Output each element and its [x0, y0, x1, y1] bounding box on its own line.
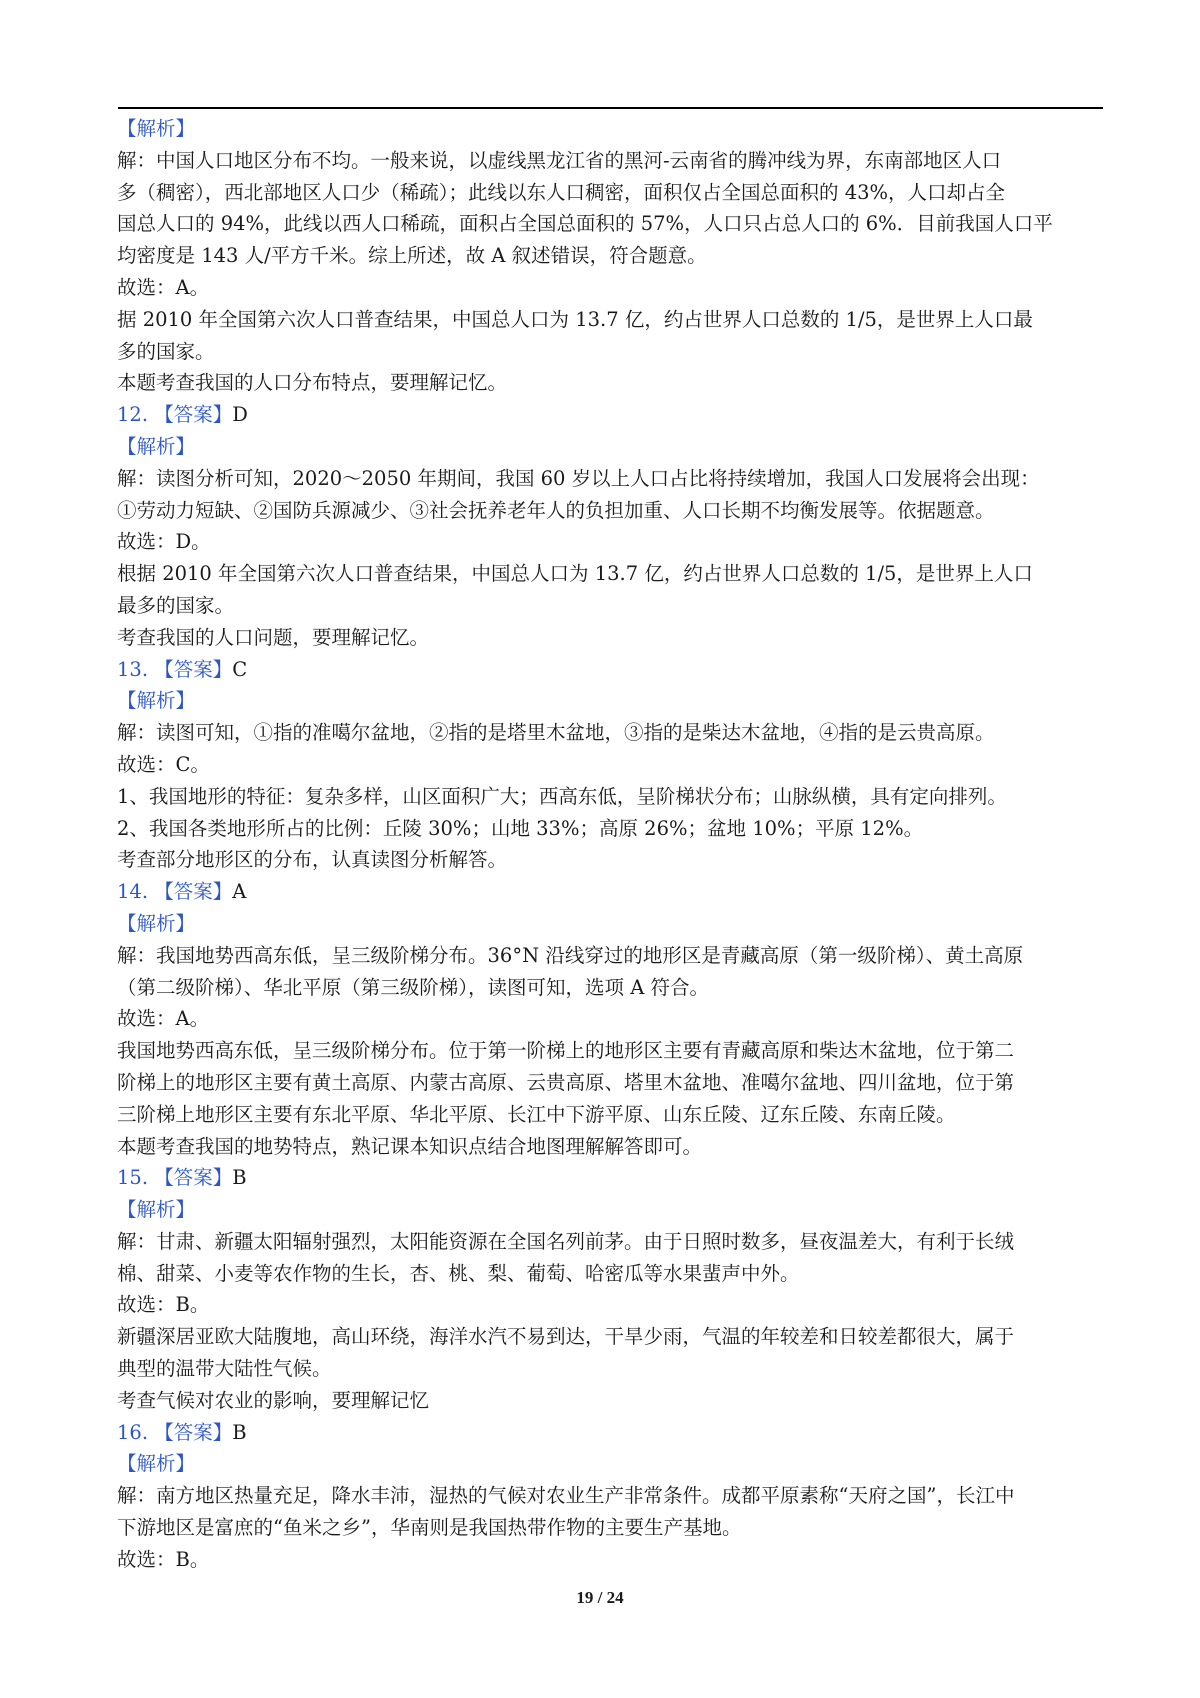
line-text: 解：我国地势西高东低，呈三级阶梯分布。36°N 沿线穿过的地形区是青藏高原（第一级阶梯）、黄土高原	[117, 943, 1024, 967]
question-number: 16.	[117, 1420, 155, 1444]
text-line	[117, 717, 1105, 749]
text-line	[117, 590, 1105, 622]
text-line	[117, 272, 1105, 304]
text-line	[117, 1226, 1105, 1258]
text-line	[117, 844, 1105, 876]
answer-value: D	[232, 403, 248, 427]
line-text: ①劳动力短缺、②国防兵源减少、③社会抚养老年人的负担加重、人口长期不均衡发展等。依据题意。	[117, 498, 995, 522]
line-text: 1、我国地形的特征：复杂多样，山区面积广大；西高东低，呈阶梯状分布；山脉纵横，具有定向排列。	[117, 784, 1007, 808]
line-text: 考查气候对农业的影响，要理解记忆	[117, 1388, 430, 1412]
line-text: 三阶梯上地形区主要有东北平原、华北平原、长江中下游平原、山东丘陵、辽东丘陵、东南丘陵。	[117, 1102, 956, 1126]
answer-label: 【答案】	[154, 1166, 233, 1190]
line-text: 解：读图可知，①指的准噶尔盆地，②指的是塔里木盆地，③指的是柴达木盆地，④指的是云贵高原。	[117, 721, 995, 745]
analysis-label: 【解析】	[117, 1452, 196, 1476]
line-text: 2、我国各类地形所占的比例：丘陵 30%；山地 33%；高原 26%；盆地 10%；平原 12%。	[117, 816, 924, 840]
line-text: 解：南方地区热量充足，降水丰沛，湿热的气候对农业生产非常条件。成都平原素称“天府之国”，长江中	[117, 1484, 1015, 1508]
text-line	[117, 781, 1105, 813]
line-text: 故选：B。	[117, 1547, 210, 1571]
line-text: 多（稠密），西北部地区人口少（稀疏）；此线以东人口稠密，面积仅占全国总面积的 43%，人口却占全	[117, 180, 1006, 204]
line-text: 考查我国的人口问题，要理解记忆。	[117, 625, 430, 649]
line-text: 故选：D。	[117, 530, 211, 554]
line-text: 典型的温带大陆性气候。	[117, 1357, 332, 1381]
line-text: 多的国家。	[117, 339, 215, 363]
question-number: 14.	[117, 880, 155, 904]
line-text: 国总人口的 94%，此线以西人口稀疏，面积占全国总面积的 57%，人口只占总人口的 6%．目前我国人口平	[117, 212, 1053, 236]
text-line	[117, 1131, 1105, 1163]
line-text: 我国地势西高东低，呈三级阶梯分布。位于第一阶梯上的地形区主要有青藏高原和柴达木盆地，位于第二	[117, 1039, 1015, 1063]
text-line	[117, 1417, 1105, 1449]
answer-label: 【答案】	[154, 880, 233, 904]
line-text: 故选：A。	[117, 275, 210, 299]
line-text: 故选：C。	[117, 752, 210, 776]
line-text: 解：读图分析可知，2020～2050 年期间，我国 60 岁以上人口占比将持续增加，我国人口发展将会出现：	[117, 466, 1040, 490]
text-line	[117, 813, 1105, 845]
text-line	[117, 1385, 1105, 1417]
line-text: 均密度是 143 人/平方千米。综上所述，故 A 叙述错误，符合题意。	[117, 244, 707, 268]
analysis-label: 【解析】	[117, 1198, 196, 1222]
text-line	[117, 1289, 1105, 1321]
text-line	[117, 972, 1105, 1004]
text-line	[117, 1035, 1105, 1067]
question-number: 13.	[117, 657, 155, 681]
answer-value: B	[232, 1166, 247, 1190]
question-number: 12.	[117, 403, 155, 427]
line-text: 据 2010 年全国第六次人口普查结果，中国总人口为 13.7 亿，约占世界人口总数的 1/5，是世界上人口最	[117, 307, 1033, 331]
text-line	[117, 1512, 1105, 1544]
text-line	[117, 495, 1105, 527]
analysis-label: 【解析】	[117, 689, 196, 713]
text-line	[117, 336, 1105, 368]
text-line	[117, 431, 1105, 463]
page-number: 19 / 24	[576, 1588, 624, 1607]
answer-value: A	[232, 880, 247, 904]
text-line	[117, 113, 1105, 145]
line-text: （第二级阶梯）、华北平原（第三级阶梯），读图可知，选项 A 符合。	[117, 975, 709, 999]
text-line	[117, 304, 1105, 336]
analysis-label: 【解析】	[117, 911, 196, 935]
text-line	[117, 463, 1105, 495]
line-text: 解：中国人口地区分布不均。一般来说，以虚线黑龙江省的黑河-云南省的腾冲线为界，东南部地区人口	[117, 148, 1002, 172]
text-line	[117, 145, 1105, 177]
text-line	[117, 1480, 1105, 1512]
line-text: 根据 2010 年全国第六次人口普查结果，中国总人口为 13.7 亿，约占世界人口总数的 1/5，是世界上人口	[117, 562, 1033, 586]
text-line	[117, 1448, 1105, 1480]
line-text: 考查部分地形区的分布，认真读图分析解答。	[117, 848, 508, 872]
line-text: 故选：A。	[117, 1007, 210, 1031]
text-line	[117, 685, 1105, 717]
text-line	[117, 622, 1105, 654]
text-line	[117, 1544, 1105, 1576]
answer-label: 【答案】	[154, 403, 233, 427]
line-text: 下游地区是富庶的“鱼米之乡”，华南则是我国热带作物的主要生产基地。	[117, 1516, 742, 1540]
text-line	[117, 208, 1105, 240]
text-line	[117, 1162, 1105, 1194]
text-line	[117, 940, 1105, 972]
text-line	[117, 654, 1105, 686]
question-number: 15.	[117, 1166, 155, 1190]
text-line	[117, 876, 1105, 908]
text-line	[117, 749, 1105, 781]
line-text: 解：甘肃、新疆太阳辐射强烈，太阳能资源在全国名列前茅。由于日照时数多，昼夜温差大，有利于长绒	[117, 1229, 1015, 1253]
line-text: 新疆深居亚欧大陆腹地，高山环绕，海洋水汽不易到达，干旱少雨，气温的年较差和日较差都很大，属于	[117, 1325, 1015, 1349]
answer-label: 【答案】	[154, 657, 233, 681]
text-line	[117, 908, 1105, 940]
text-line	[117, 399, 1105, 431]
text-line	[117, 1003, 1105, 1035]
header-rule	[118, 107, 1103, 109]
text-line	[117, 1099, 1105, 1131]
text-line	[117, 558, 1105, 590]
text-line	[117, 526, 1105, 558]
text-line	[117, 1258, 1105, 1290]
text-line	[117, 367, 1105, 399]
page-body	[117, 113, 1105, 1576]
line-text: 本题考查我国的地势特点，熟记课本知识点结合地图理解解答即可。	[117, 1134, 703, 1158]
line-text: 故选：B。	[117, 1293, 210, 1317]
text-line	[117, 1353, 1105, 1385]
line-text: 本题考查我国的人口分布特点，要理解记忆。	[117, 371, 508, 395]
line-text: 棉、甜菜、小麦等农作物的生长，杏、桃、梨、葡萄、哈密瓜等水果蜚声中外。	[117, 1261, 800, 1285]
answer-value: C	[232, 657, 248, 681]
answer-value: B	[232, 1420, 247, 1444]
analysis-label: 【解析】	[117, 117, 196, 140]
text-line	[117, 240, 1105, 272]
line-text: 阶梯上的地形区主要有黄土高原、内蒙古高原、云贵高原、塔里木盆地、准噶尔盆地、四川盆地，位于第	[117, 1070, 1015, 1094]
text-line	[117, 1067, 1105, 1099]
analysis-label: 【解析】	[117, 434, 196, 458]
text-line	[117, 177, 1105, 209]
line-text: 最多的国家。	[117, 593, 235, 617]
answer-label: 【答案】	[154, 1420, 233, 1444]
text-line	[117, 1194, 1105, 1226]
text-line	[117, 1321, 1105, 1353]
